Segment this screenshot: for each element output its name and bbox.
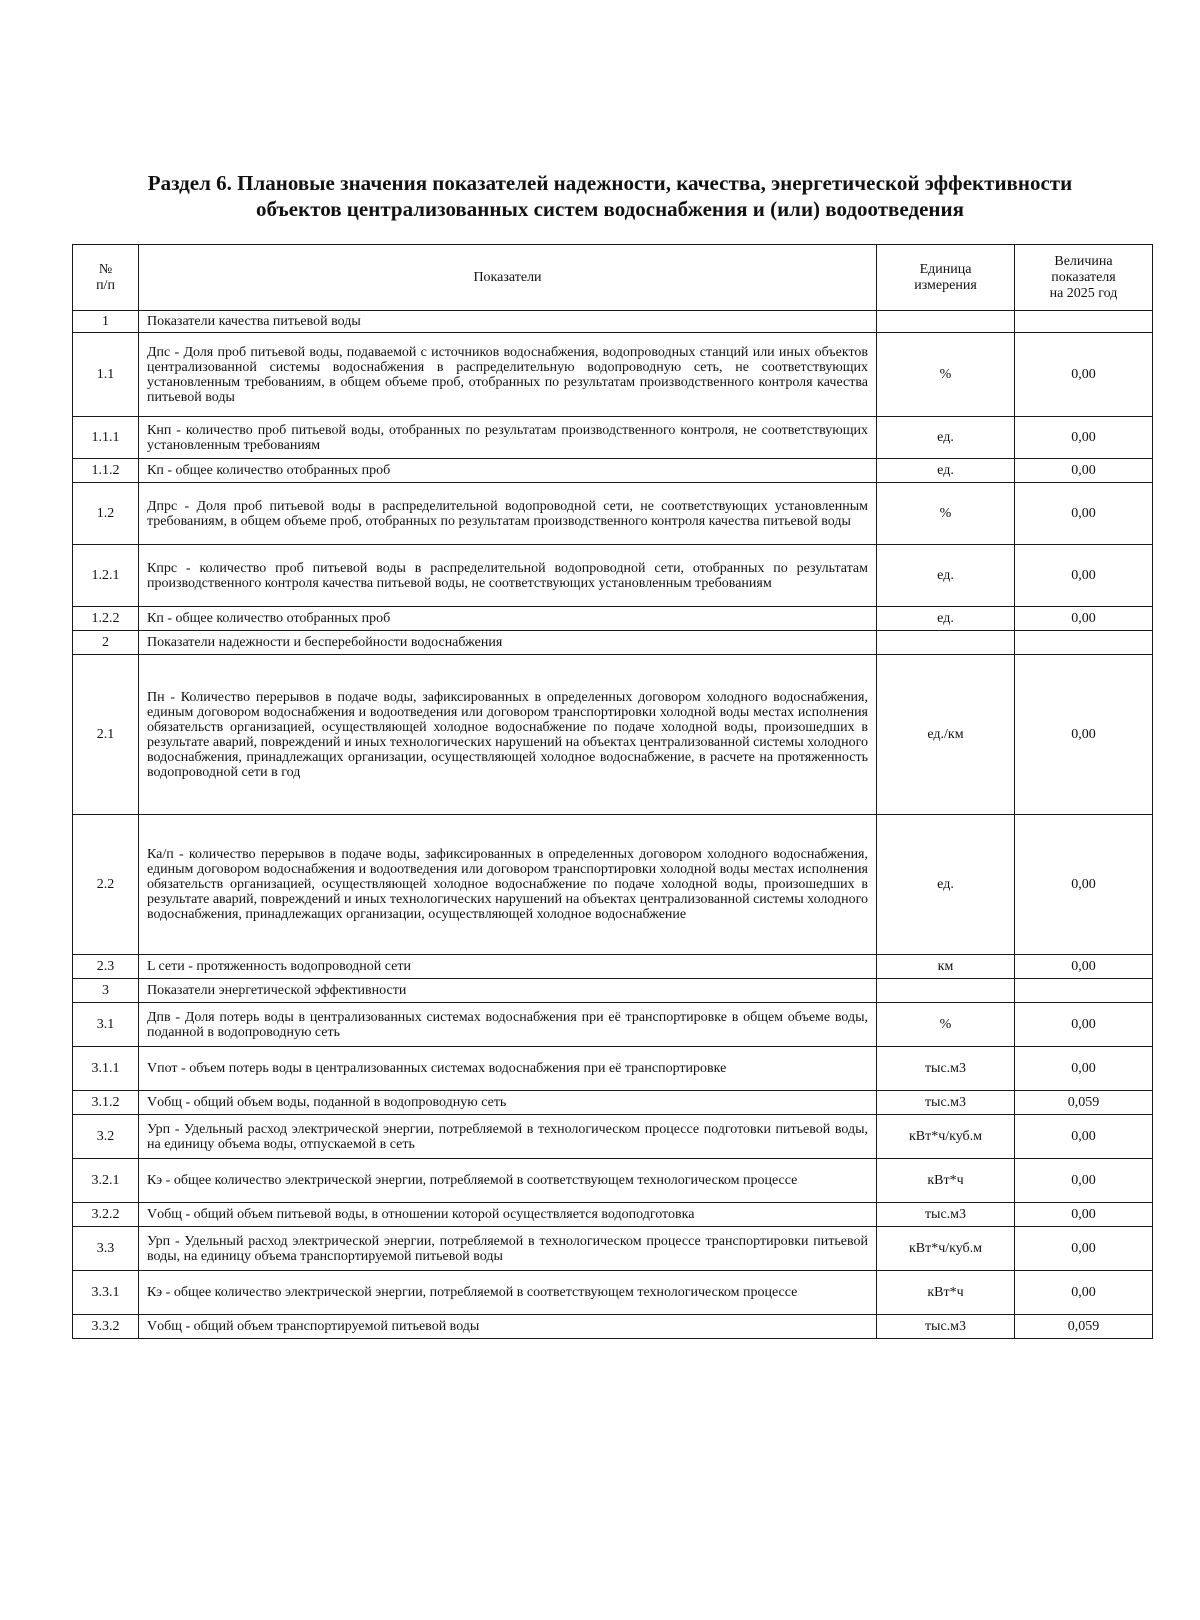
row-value	[1015, 631, 1153, 655]
row-indicator: Vобщ - общий объем транспортируемой питьевой воды	[139, 1315, 877, 1339]
row-number: 1.2.2	[73, 607, 139, 631]
table-row	[73, 1115, 1153, 1159]
row-unit: кВт*ч/куб.м	[877, 1227, 1015, 1271]
row-unit: тыс.м3	[877, 1315, 1015, 1339]
row-value: 0,00	[1015, 1203, 1153, 1227]
row-number: 2.1	[73, 655, 139, 815]
row-indicator: L сети - протяженность водопроводной сети	[139, 955, 877, 979]
table-row	[73, 1315, 1153, 1339]
row-unit: ед.	[877, 417, 1015, 459]
row-number: 3.3.2	[73, 1315, 139, 1339]
row-unit: ед./км	[877, 655, 1015, 815]
header-value: Величина показателя на 2025 год	[1015, 245, 1153, 311]
row-indicator: Кэ - общее количество электрической энергии, потребляемой в соответствующем технологическом процессе	[139, 1159, 877, 1203]
table-row	[73, 1047, 1153, 1091]
row-value: 0,00	[1015, 1271, 1153, 1315]
row-indicator: Ка/п - количество перерывов в подаче воды, зафиксированных в определенных договором холодного водоснабжения, единым договором водоснабжения и водоотведения или договором транспортировки холодной воды местах исполнения обязательств организацией, осуществляющей холодное водоснабжение по подаче холодной воды, произошедших в результате аварий, повреждений и иных технологических нарушений на объектах централизованной системы холодного водоснабжения, принадлежащих организации, осуществляющей холодное водоснабжение	[139, 815, 877, 955]
row-unit: ед.	[877, 607, 1015, 631]
row-number: 3.1.2	[73, 1091, 139, 1115]
row-unit: тыс.м3	[877, 1047, 1015, 1091]
row-indicator: Кп - общее количество отобранных проб	[139, 459, 877, 483]
table-body	[73, 311, 1153, 1339]
row-indicator: Урп - Удельный расход электрической энергии, потребляемой в технологическом процессе подготовки питьевой воды, на единицу объема воды, отпускаемой в сеть	[139, 1115, 877, 1159]
row-value: 0,00	[1015, 483, 1153, 545]
row-number: 3.3.1	[73, 1271, 139, 1315]
table-row	[73, 607, 1153, 631]
row-number: 3.2.1	[73, 1159, 139, 1203]
table-row	[73, 815, 1153, 955]
row-number: 3.3	[73, 1227, 139, 1271]
row-unit: %	[877, 483, 1015, 545]
row-number: 1.2.1	[73, 545, 139, 607]
row-indicator: Показатели качества питьевой воды	[139, 311, 877, 333]
row-indicator: Дпв - Доля потерь воды в централизованных системах водоснабжения при её транспортировке в общем объеме воды, поданной в водопроводную сеть	[139, 1003, 877, 1047]
row-value: 0,00	[1015, 1227, 1153, 1271]
row-indicator: Пн - Количество перерывов в подаче воды, зафиксированных в определенных договором холодного водоснабжения, единым договором водоснабжения и водоотведения или договором транспортировки холодной воды местах исполнения обязательств организацией, осуществляющей холодное водоснабжение по подаче холодной воды, произошедших в результате аварий, повреждений и иных технологических нарушений на объектах централизованной системы холодного водоснабжения, принадлежащих организации, осуществляющей холодное водоснабжение, в расчете на протяженность водопроводной сети в год	[139, 655, 877, 815]
title-line-1: Раздел 6. Плановые значения показателей надежности, качества, энергетической эффективности	[147, 171, 1073, 195]
row-value: 0,00	[1015, 417, 1153, 459]
row-value: 0,00	[1015, 459, 1153, 483]
table-row	[73, 1271, 1153, 1315]
table-row	[73, 545, 1153, 607]
table-row	[73, 655, 1153, 815]
row-number: 1	[73, 311, 139, 333]
row-unit: %	[877, 333, 1015, 417]
header-number: № п/п	[73, 245, 139, 311]
row-value: 0,00	[1015, 655, 1153, 815]
row-number: 2	[73, 631, 139, 655]
row-indicator: Vпот - объем потерь воды в централизованных системах водоснабжения при её транспортировке	[139, 1047, 877, 1091]
row-value	[1015, 311, 1153, 333]
row-value: 0,059	[1015, 1091, 1153, 1115]
table-row	[73, 417, 1153, 459]
table-row	[73, 311, 1153, 333]
table-row	[73, 333, 1153, 417]
row-number: 2.2	[73, 815, 139, 955]
row-unit: км	[877, 955, 1015, 979]
row-value: 0,00	[1015, 545, 1153, 607]
table-row	[73, 1203, 1153, 1227]
table-row	[73, 1227, 1153, 1271]
row-number: 3.1.1	[73, 1047, 139, 1091]
row-unit: кВт*ч/куб.м	[877, 1115, 1015, 1159]
row-indicator: Кп - общее количество отобранных проб	[139, 607, 877, 631]
row-indicator: Дпрс - Доля проб питьевой воды в распределительной водопроводной сети, не соответствующих установленным требованиям, в общем объеме проб, отобранных по результатам производственного контроля качества питьевой воды	[139, 483, 877, 545]
row-indicator: Кэ - общее количество электрической энергии, потребляемой в соответствующем технологическом процессе	[139, 1271, 877, 1315]
table-row	[73, 459, 1153, 483]
row-number: 3.1	[73, 1003, 139, 1047]
row-unit: %	[877, 1003, 1015, 1047]
row-unit: тыс.м3	[877, 1091, 1015, 1115]
row-indicator: Дпс - Доля проб питьевой воды, подаваемой с источников водоснабжения, водопроводных станций или иных объектов централизованной системы водоснабжения в распределительную водопроводную сеть, не соответствующих установленным требованиям, в общем объеме проб, отобранных по результатам производственного контроля качества питьевой воды	[139, 333, 877, 417]
row-unit	[877, 979, 1015, 1003]
row-unit: ед.	[877, 545, 1015, 607]
document-title	[70, 170, 1150, 222]
row-value: 0,00	[1015, 333, 1153, 417]
row-indicator: Vобщ - общий объем питьевой воды, в отношении которой осуществляется водоподготовка	[139, 1203, 877, 1227]
row-unit: кВт*ч	[877, 1159, 1015, 1203]
table-row	[73, 955, 1153, 979]
row-unit: тыс.м3	[877, 1203, 1015, 1227]
row-number: 1.2	[73, 483, 139, 545]
row-value	[1015, 979, 1153, 1003]
row-value: 0,00	[1015, 1003, 1153, 1047]
row-unit	[877, 311, 1015, 333]
row-value: 0,00	[1015, 955, 1153, 979]
row-unit: ед.	[877, 459, 1015, 483]
row-number: 1.1	[73, 333, 139, 417]
header-indicator: Показатели	[139, 245, 877, 311]
table-row	[73, 1091, 1153, 1115]
table-row	[73, 1159, 1153, 1203]
row-indicator: Кпрс - количество проб питьевой воды в распределительной водопроводной сети, отобранных по результатам производственного контроля качества питьевой воды, не соответствующих установленным требованиям	[139, 545, 877, 607]
table-header-row	[73, 245, 1153, 311]
row-unit	[877, 631, 1015, 655]
row-number: 2.3	[73, 955, 139, 979]
table-row	[73, 631, 1153, 655]
row-number: 3.2	[73, 1115, 139, 1159]
row-number: 1.1.2	[73, 459, 139, 483]
row-indicator: Vобщ - общий объем воды, поданной в водопроводную сеть	[139, 1091, 877, 1115]
row-unit: ед.	[877, 815, 1015, 955]
table-row	[73, 979, 1153, 1003]
row-number: 3	[73, 979, 139, 1003]
row-value: 0,059	[1015, 1315, 1153, 1339]
row-indicator: Урп - Удельный расход электрической энергии, потребляемой в технологическом процессе транспортировки питьевой воды, на единицу объема транспортируемой питьевой воды	[139, 1227, 877, 1271]
row-value: 0,00	[1015, 1115, 1153, 1159]
row-number: 3.2.2	[73, 1203, 139, 1227]
title-line-2: объектов централизованных систем водоснабжения и (или) водоотведения	[256, 197, 964, 221]
table-row	[73, 483, 1153, 545]
row-indicator: Кнп - количество проб питьевой воды, отобранных по результатам производственного контроля, не соответствующих установленным требованиям	[139, 417, 877, 459]
header-unit: Единица измерения	[877, 245, 1015, 311]
indicators-table	[72, 244, 1153, 1339]
row-value: 0,00	[1015, 1159, 1153, 1203]
row-value: 0,00	[1015, 607, 1153, 631]
row-indicator: Показатели надежности и бесперебойности водоснабжения	[139, 631, 877, 655]
row-value: 0,00	[1015, 1047, 1153, 1091]
table-row	[73, 1003, 1153, 1047]
row-unit: кВт*ч	[877, 1271, 1015, 1315]
row-number: 1.1.1	[73, 417, 139, 459]
row-value: 0,00	[1015, 815, 1153, 955]
row-indicator: Показатели энергетической эффективности	[139, 979, 877, 1003]
